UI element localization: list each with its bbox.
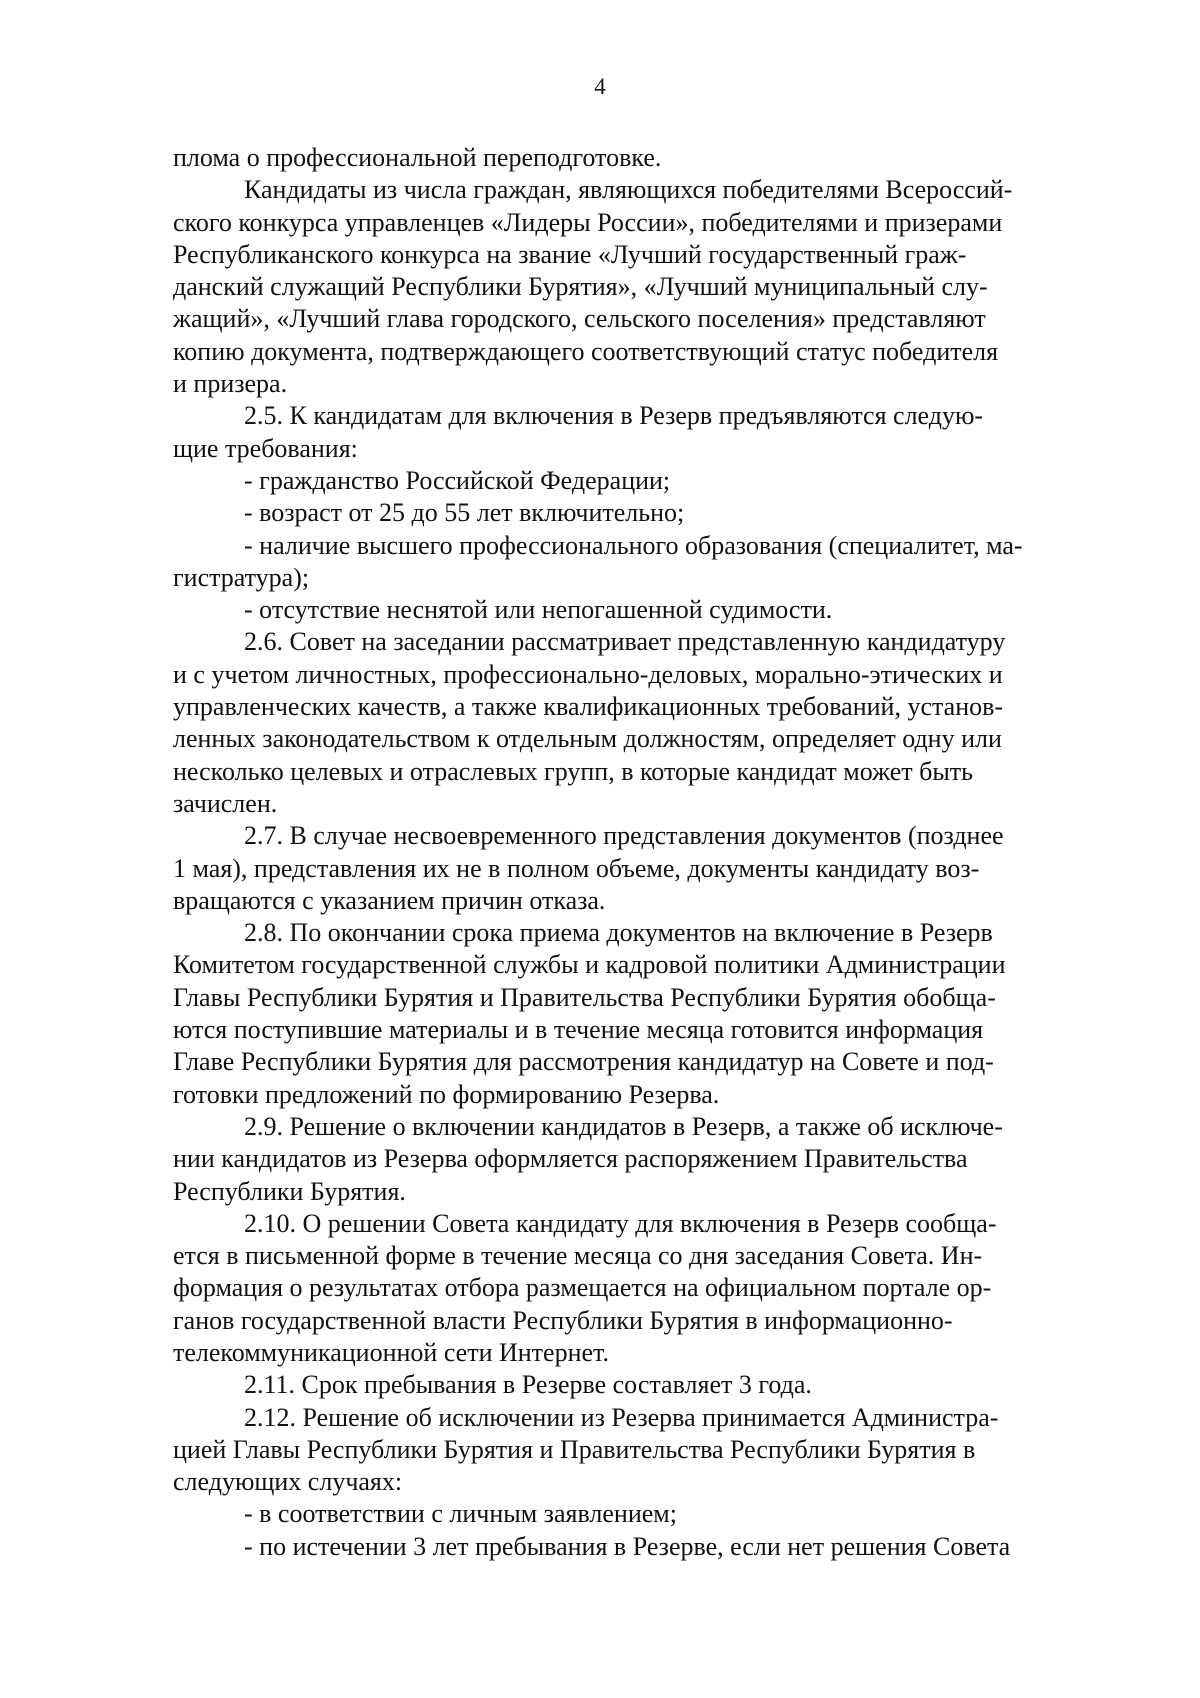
text-line: несколько целевых и отраслевых групп, в которые кандидат может быть xyxy=(173,756,974,786)
text-line: 2.11. Срок пребывания в Резерве составляет 3 года. xyxy=(244,1370,812,1400)
text-line: - в соответствии с личным заявлением; xyxy=(244,1499,677,1529)
text-line: ганов государственной власти Республики Бурятия в информационно- xyxy=(173,1305,953,1335)
text-line: - по истечении 3 лет пребывания в Резерве, если нет решения Совета xyxy=(244,1531,1011,1561)
text-line: данский служащий Республики Бурятия», «Лучший муниципальный слу- xyxy=(173,272,988,302)
text-line: формация о результатах отбора размещается на официальном портале ор- xyxy=(173,1273,992,1303)
text-line: нии кандидатов из Резерва оформляется распоряжением Правительства xyxy=(173,1144,968,1174)
text-line: гистратура); xyxy=(173,562,310,592)
text-line: - отсутствие неснятой или непогашенной судимости. xyxy=(244,595,833,625)
text-line: плома о профессиональной переподготовке. xyxy=(173,143,662,172)
document-body xyxy=(173,142,1091,1563)
page-number: 4 xyxy=(594,74,606,99)
text-line: - наличие высшего профессионального образования (специалитет, ма- xyxy=(244,530,1023,560)
text-line: Кандидаты из числа граждан, являющихся победителями Всероссий- xyxy=(244,175,1013,205)
text-line: щие требования: xyxy=(173,433,358,463)
text-line: - возраст от 25 до 55 лет включительно; xyxy=(244,498,685,528)
text-line: Комитетом государственной службы и кадровой политики Администрации xyxy=(173,950,1006,980)
text-line: 2.10. О решении Совета кандидату для включения в Резерв сообща- xyxy=(244,1208,997,1238)
text-line: Главы Республики Бурятия и Правительства Республики Бурятия обобща- xyxy=(173,982,996,1012)
text-line: 2.7. В случае несвоевременного представления документов (позднее xyxy=(244,821,1004,851)
text-line: ется в письменной форме в течение месяца со дня заседания Совета. Ин- xyxy=(173,1241,983,1271)
text-line: ленных законодательством к отдельным должностям, определяет одну или xyxy=(173,724,1002,754)
text-line: и с учетом личностных, профессионально-деловых, морально-этических и xyxy=(173,659,1003,689)
text-line: копию документа, подтверждающего соответствующий статус победителя xyxy=(173,336,999,366)
text-line: готовки предложений по формированию Резерва. xyxy=(173,1079,720,1109)
text-line: цией Главы Республики Бурятия и Правительства Республики Бурятия в xyxy=(173,1434,976,1464)
text-line: Республики Бурятия. xyxy=(173,1176,406,1206)
text-line: 2.9. Решение о включении кандидатов в Резерв, а также об исключе- xyxy=(244,1111,1003,1141)
text-line: вращаются с указанием причин отказа. xyxy=(173,885,606,915)
text-line: - гражданство Российской Федерации; xyxy=(244,465,671,495)
text-line: и призера. xyxy=(173,369,288,399)
text-line: следующих случаях: xyxy=(173,1467,403,1497)
text-line: 2.8. По окончании срока приема документов на включение в Резерв xyxy=(244,918,993,948)
text-line: 2.6. Совет на заседании рассматривает представленную кандидатуру xyxy=(244,627,1006,657)
text-line: зачислен. xyxy=(173,788,278,818)
text-line: управленческих качеств, а также квалификационных требований, установ- xyxy=(173,692,1004,722)
text-line: жащий», «Лучший глава городского, сельского поселения» представляют xyxy=(173,304,986,334)
text-line: 2.5. К кандидатам для включения в Резерв предъявляются следую- xyxy=(244,401,984,431)
text-line: 1 мая), представления их не в полном объеме, документы кандидату воз- xyxy=(173,853,980,883)
text-line: Республиканского конкурса на звание «Лучший государственный граж- xyxy=(173,239,967,269)
text-line: Главе Республики Бурятия для рассмотрения кандидатур на Совете и под- xyxy=(173,1047,994,1077)
text-line: телекоммуникационной сети Интернет. xyxy=(173,1337,609,1367)
text-line: 2.12. Решение об исключении из Резерва принимается Администра- xyxy=(244,1402,999,1432)
text-line: ются поступившие материалы и в течение месяца готовится информация xyxy=(173,1015,984,1045)
text-line: ского конкурса управленцев «Лидеры России», победителями и призерами xyxy=(173,207,1003,237)
